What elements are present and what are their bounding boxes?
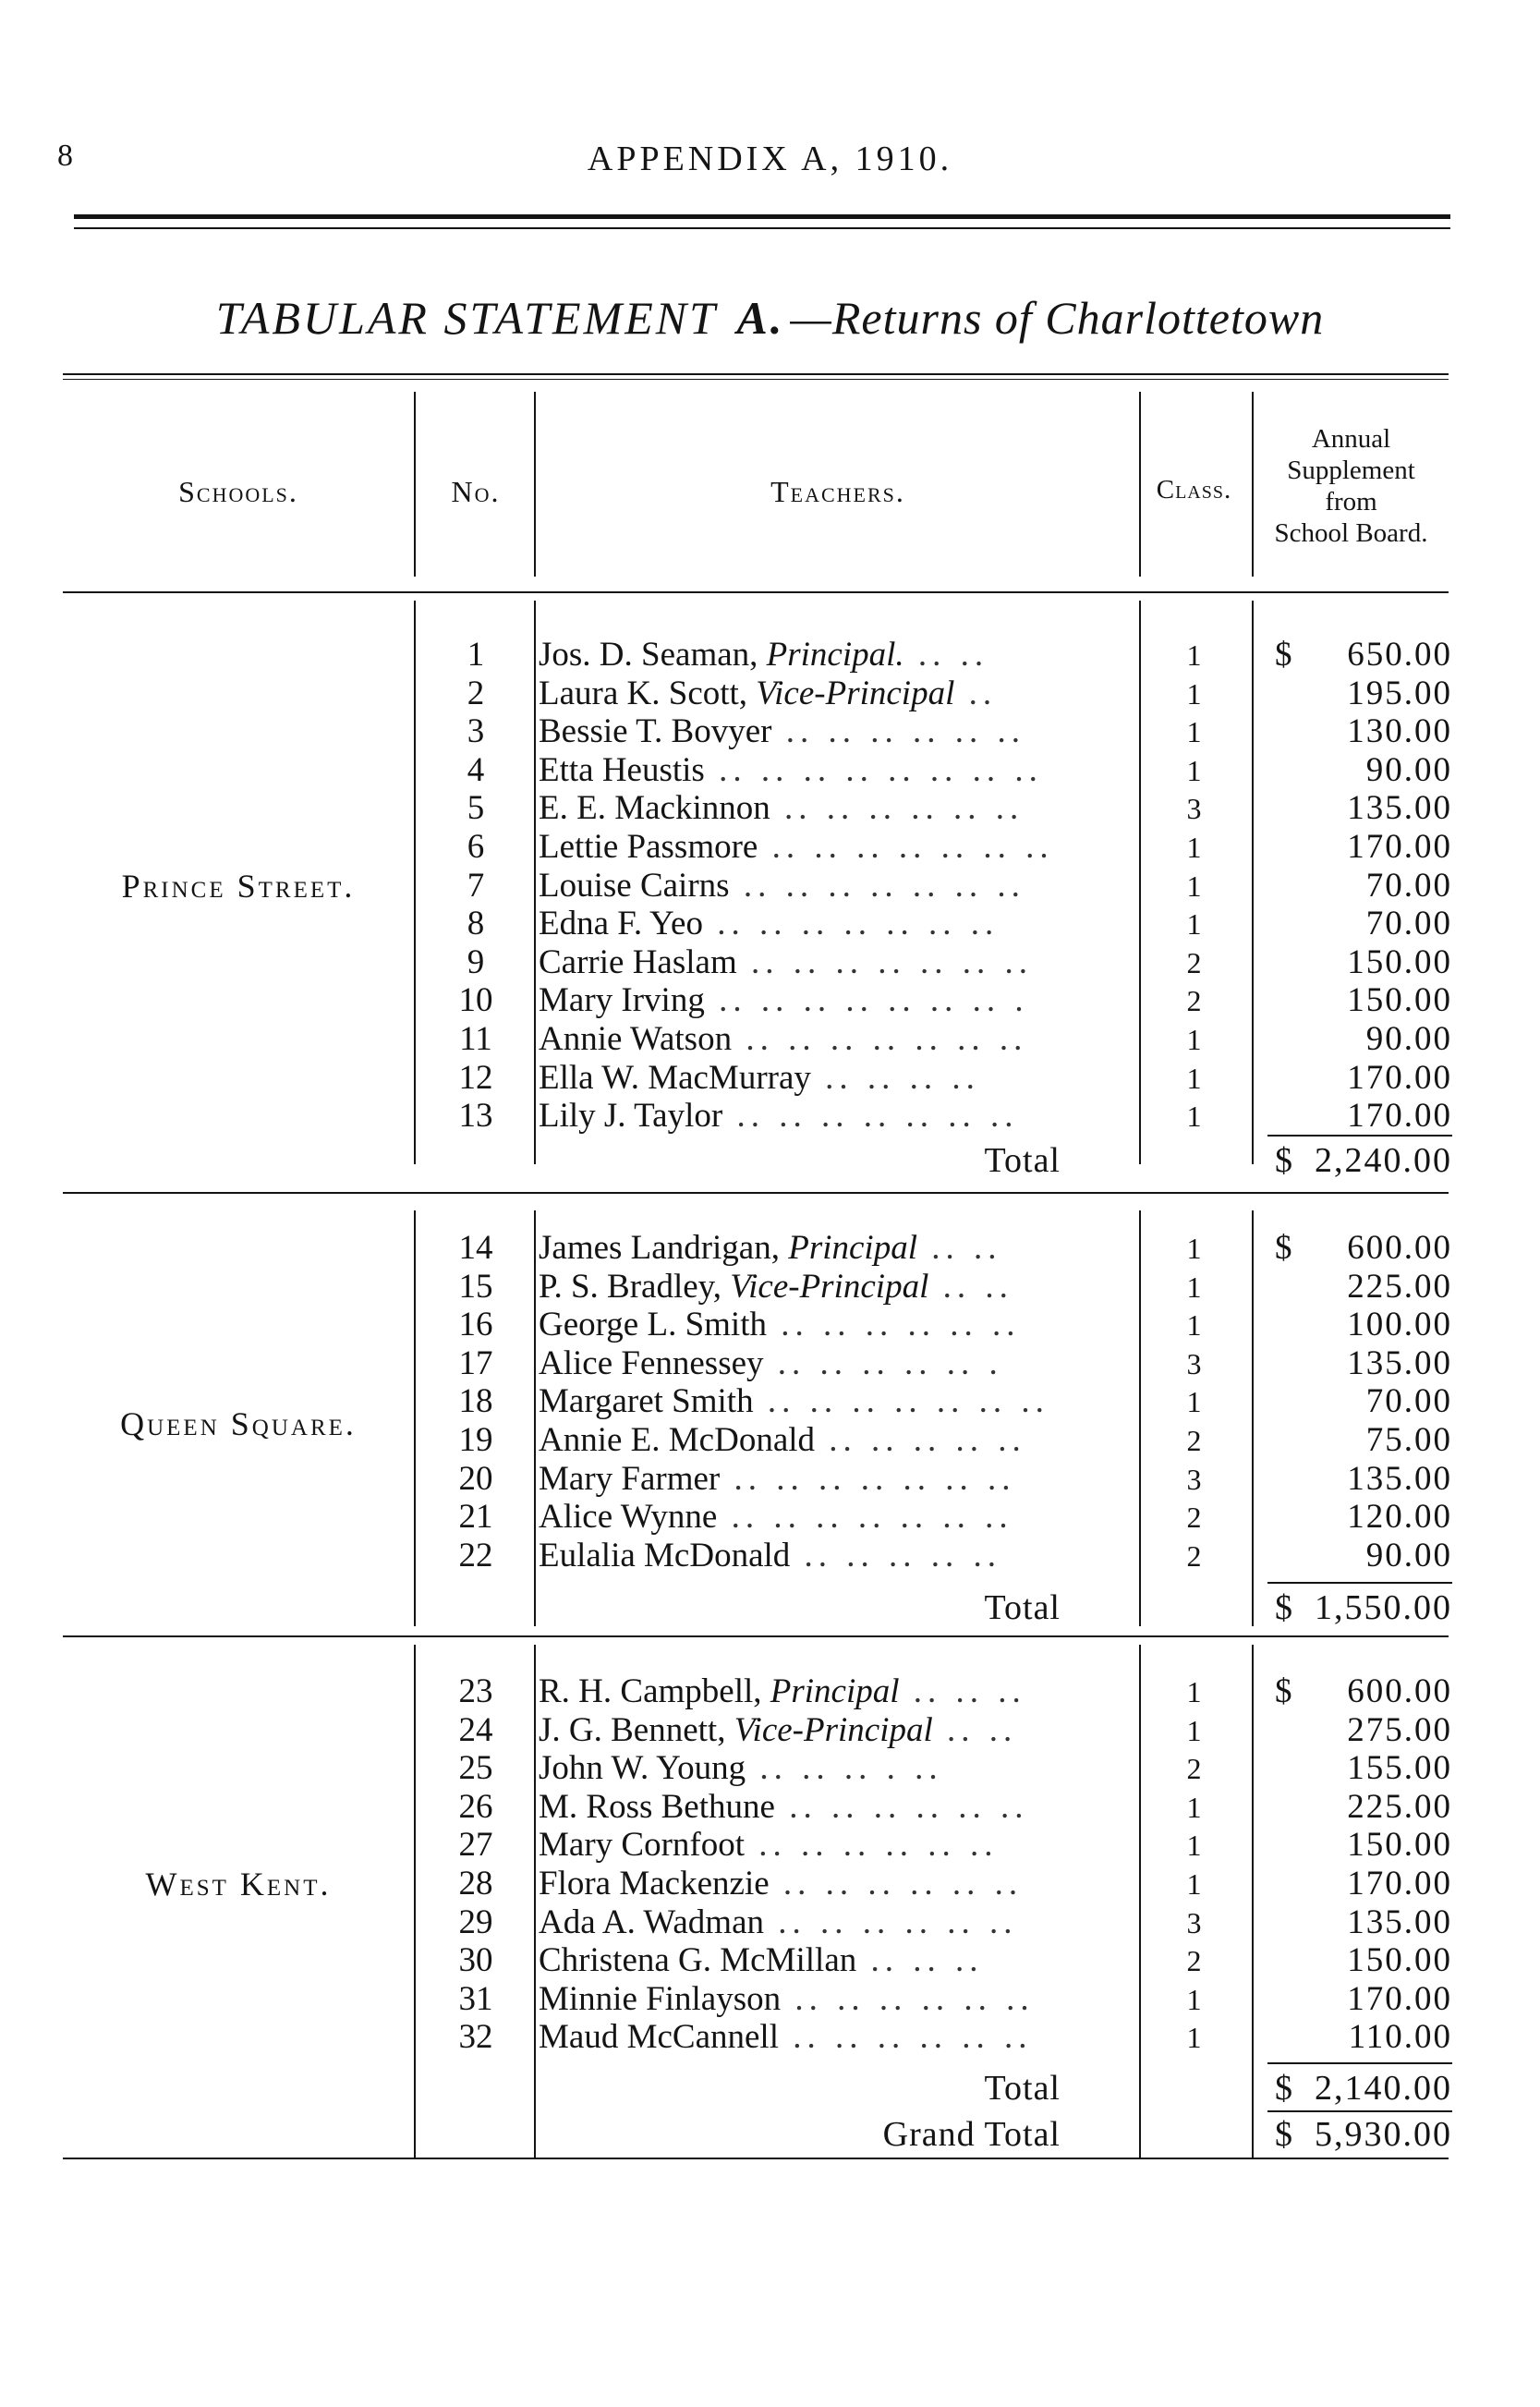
total-dollar-prince-street: $ [1275,1141,1292,1180]
table-row [0,1382,1540,1421]
class-cell: 1 [1186,753,1202,787]
dollar-sign: $ [1275,1229,1292,1267]
teacher-cell [539,789,1137,828]
dot-leader: .. .. [917,1229,1002,1267]
row-number: 30 [458,1941,493,1980]
dot-leader: .. [954,674,998,712]
row-number: 15 [458,1267,493,1306]
teacher-name: Maud McCannell [539,2018,779,2057]
total-label-west-kent: Total [984,2069,1061,2108]
amount-cell: 225.00 [1347,1267,1452,1306]
row-number: 3 [467,712,485,751]
table-row [0,1711,1540,1750]
title-letter: A. [736,292,785,344]
table-row [0,828,1540,867]
header-supplement-line-1: Annual [1311,424,1391,454]
class-cell: 2 [1186,1424,1202,1457]
section-rule-1 [63,1192,1449,1194]
row-number: 28 [458,1865,493,1903]
class-cell: 2 [1186,1752,1202,1786]
header-class: Class. [1156,475,1232,504]
amount-cell: 90.00 [1365,750,1452,789]
header-supplement [1252,423,1450,549]
row-number: 18 [458,1382,493,1421]
amount-cell: 110.00 [1348,2018,1452,2057]
table-row [0,712,1540,751]
dot-leader: .. .. .. .. .. .. .. [720,1459,1016,1498]
class-cell: 1 [1186,869,1202,903]
total-label-queen-square: Total [984,1588,1061,1627]
table-row [0,1865,1540,1903]
table-row [0,1097,1540,1136]
class-cell: 1 [1186,676,1202,711]
teacher-cell [539,1097,1137,1136]
table-top-rule-thin [63,379,1449,380]
class-cell: 1 [1186,1829,1202,1863]
dot-leader: .. .. .. .. .. .. .. [758,828,1054,866]
teacher-cell [539,1749,1137,1788]
teacher-name: James Landrigan, [539,1229,789,1267]
class-cell: 2 [1186,945,1202,979]
class-cell: 1 [1186,715,1202,749]
row-number: 29 [458,1903,493,1941]
row-number: 1 [467,636,485,674]
row-number: 21 [458,1498,493,1537]
table-row [0,1268,1540,1307]
table-row [0,1788,1540,1827]
teacher-cell [539,1306,1137,1344]
teacher-cell [539,1903,1137,1942]
row-number: 23 [458,1672,493,1710]
teacher-name: Flora Mackenzie [539,1865,770,1903]
row-number: 22 [458,1536,493,1574]
teacher-name: Ada A. Wadman [539,1903,764,1941]
class-cell: 1 [1186,1790,1202,1824]
amount-cell: 600.00 [1347,1672,1452,1710]
table-row [0,1306,1540,1344]
teacher-name: Alice Wynne [539,1498,718,1537]
table-title [0,291,1540,345]
teacher-name: Annie Watson [539,1020,733,1058]
teacher-cell [539,1826,1137,1865]
dot-leader: .. .. .. .. [810,1058,980,1097]
dot-leader: .. .. .. .. .. .. .. [722,1097,1019,1136]
teacher-cell [539,2018,1137,2057]
dot-leader: .. .. .. .. .. .. [781,1979,1035,2018]
dot-leader: .. .. .. .. .. .. [778,2018,1033,2057]
table-row [0,636,1540,675]
class-cell: 1 [1186,1061,1202,1095]
teacher-name: Bessie T. Bovyer [539,712,772,751]
table-row [0,751,1540,790]
sum-rule-prince-street [1267,1135,1452,1137]
teacher-name: Edna F. Yeo [539,905,703,943]
teacher-name: Carrie Haslam [539,942,737,981]
table-row [0,867,1540,906]
amount-cell: 135.00 [1347,1343,1452,1382]
class-cell: 1 [1186,1675,1202,1708]
teacher-name: Louise Cairns [539,866,730,905]
teacher-cell [539,905,1137,943]
table-row [0,1498,1540,1537]
teacher-cell [539,1268,1137,1307]
teacher-name: Lily J. Taylor [539,1097,723,1136]
teacher-name: Minnie Finlayson [539,1979,782,2018]
amount-cell: 170.00 [1347,1097,1452,1136]
total-amount-west-kent: 2,140.00 [1315,2069,1452,2108]
section-rule-2 [63,1635,1449,1637]
teacher-cell [539,1020,1137,1059]
class-cell: 1 [1186,1713,1202,1747]
page-number: 8 [57,139,73,173]
amount-cell: 120.00 [1347,1498,1452,1537]
teacher-name: R. H. Campbell, [539,1672,770,1710]
dot-leader: .. .. .. .. .. .. .. [702,905,1000,943]
table-row [0,1826,1540,1865]
school-name-queen-square: Queen Square. [120,1405,357,1442]
header-supplement-line-2: Supplement [1287,456,1415,485]
class-cell: 3 [1186,792,1202,826]
class-cell: 1 [1186,1100,1202,1134]
dot-leader: .. .. .. .. .. .. [774,1787,1029,1826]
teacher-name: Alice Fennessey [539,1343,764,1382]
amount-cell: 135.00 [1347,789,1452,828]
amount-cell: 155.00 [1347,1749,1452,1788]
teacher-cell [539,1865,1137,1903]
teacher-cell [539,1788,1137,1827]
sum-rule-west-kent [1267,2062,1452,2064]
teacher-cell [539,981,1137,1020]
teacher-role: Vice-Principal [734,1710,933,1749]
teacher-cell [539,1672,1137,1711]
dot-leader: .. .. .. .. .. .. .. . [704,981,1029,1020]
amount-cell: 150.00 [1347,981,1452,1020]
teacher-name: John W. Young [539,1749,746,1788]
teacher-cell [539,1711,1137,1750]
total-dollar-west-kent: $ [1275,2069,1292,2108]
table-row [0,1903,1540,1942]
teacher-cell [539,712,1137,751]
grand-total-dollar: $ [1275,2115,1292,2154]
teacher-cell [539,1059,1137,1098]
teacher-role: Principal. [766,636,904,674]
col-line-teachers [1139,392,1141,577]
table-row [0,1020,1540,1059]
teacher-cell [539,1344,1137,1383]
amount-cell: 225.00 [1347,1787,1452,1826]
dot-leader: .. .. .. .. .. [790,1536,1002,1574]
row-number: 13 [458,1097,493,1136]
teacher-cell [539,636,1137,675]
total-amount-queen-square: 1,550.00 [1315,1588,1452,1627]
class-cell: 1 [1186,2021,1202,2055]
dot-leader: .. .. [928,1267,1013,1306]
teacher-name: Margaret Smith [539,1382,754,1421]
header-no: No. [451,475,501,508]
dot-leader: .. .. .. .. .. .. [770,789,1025,828]
row-number: 20 [458,1459,493,1498]
class-cell: 2 [1186,1944,1202,1978]
dot-leader: .. .. .. . .. [746,1749,943,1788]
table-row [0,1421,1540,1460]
class-cell: 1 [1186,1270,1202,1304]
header-supplement-line-3: from [1325,487,1377,517]
teacher-cell [539,1537,1137,1575]
table-row [0,789,1540,828]
teacher-name: Etta Heustis [539,750,705,789]
dot-leader: .. .. [903,636,989,674]
row-number: 25 [458,1749,493,1788]
teacher-name: Eulalia McDonald [539,1536,791,1574]
table-row [0,1941,1540,1980]
amount-cell: 90.00 [1365,1020,1452,1058]
teacher-name: Ella W. MacMurray [539,1058,811,1097]
dot-leader: .. .. .. .. .. .. .. [732,1020,1028,1058]
teacher-name: Mary Irving [539,981,705,1020]
amount-cell: 150.00 [1347,942,1452,981]
total-dollar-queen-square: $ [1275,1588,1292,1627]
table-top-rule [63,373,1449,375]
class-cell: 1 [1186,1867,1202,1901]
amount-cell: 100.00 [1347,1306,1452,1344]
amount-cell: 170.00 [1347,828,1452,866]
dot-leader: .. .. .. .. .. .. [767,1306,1021,1344]
table-bottom-rule [63,2158,1449,2159]
amount-cell: 170.00 [1347,1979,1452,2018]
amount-cell: 70.00 [1365,1382,1452,1421]
amount-cell: 170.00 [1347,1058,1452,1097]
row-number: 31 [458,1979,493,2018]
row-number: 2 [467,674,485,712]
row-number: 7 [467,866,485,905]
dot-leader: .. .. .. .. .. . [763,1343,1003,1382]
teacher-cell [539,943,1137,982]
row-number: 24 [458,1710,493,1749]
class-cell: 1 [1186,1982,1202,2016]
teacher-name: Jos. D. Seaman, [539,636,767,674]
table-row [0,675,1540,713]
teacher-role: Principal [770,1672,900,1710]
teacher-cell [539,1382,1137,1421]
amount-cell: 90.00 [1365,1536,1452,1574]
teacher-name: Mary Farmer [539,1459,721,1498]
school-name-west-kent: West Kent. [145,1866,332,1903]
table-row [0,2018,1540,2057]
school-name-prince-street: Prince Street. [121,868,356,905]
teacher-name: Lettie Passmore [539,828,758,866]
teacher-cell [539,828,1137,867]
col-line-schools [414,392,416,577]
class-cell: 3 [1186,1462,1202,1496]
row-number: 6 [467,828,485,866]
title-subtitle: —Returns of Charlottetown [790,292,1325,344]
dot-leader: .. .. [932,1710,1018,1749]
teacher-cell [539,1498,1137,1537]
row-number: 17 [458,1343,493,1382]
dot-leader: .. .. .. .. .. .. .. [729,866,1025,905]
amount-cell: 130.00 [1347,712,1452,751]
amount-cell: 275.00 [1347,1710,1452,1749]
header-bottom-rule [63,591,1449,593]
grand-total-label: Grand Total [882,2115,1061,2154]
teacher-cell [539,1980,1137,2019]
dot-leader: .. .. .. .. .. .. [769,1865,1024,1903]
class-cell: 1 [1186,1308,1202,1343]
teacher-cell [539,675,1137,713]
amount-cell: 150.00 [1347,1941,1452,1980]
dollar-sign: $ [1275,1672,1292,1710]
teacher-role: Principal [788,1229,917,1267]
amount-cell: 135.00 [1347,1903,1452,1941]
amount-cell: 75.00 [1365,1421,1452,1459]
table-row [0,1749,1540,1788]
teacher-name: Annie E. McDonald [539,1421,816,1459]
row-number: 5 [467,789,485,828]
header-rule-thin [74,227,1450,229]
dot-leader: .. .. .. .. .. .. [771,712,1025,751]
dot-leader: .. .. .. .. .. .. .. [736,942,1033,981]
row-number: 8 [467,905,485,943]
amount-cell: 135.00 [1347,1459,1452,1498]
dot-leader: .. .. .. [899,1672,1026,1710]
table-row [0,1229,1540,1268]
class-cell: 1 [1186,1385,1202,1419]
class-cell: 1 [1186,831,1202,864]
header-supplement-line-4: School Board. [1274,518,1428,548]
table-row [0,1537,1540,1575]
table-row [0,905,1540,943]
running-head: APPENDIX A, 1910. [587,140,953,178]
title-main: TABULAR STATEMENT [215,292,718,344]
teacher-name: Christena G. McMillan [539,1941,857,1980]
dot-leader: .. .. .. .. .. .. .. [753,1382,1049,1421]
class-cell: 1 [1186,638,1202,672]
row-number: 14 [458,1229,493,1267]
amount-cell: 70.00 [1365,866,1452,905]
teacher-cell [539,1460,1137,1499]
teacher-name: P. S. Bradley, [539,1267,731,1306]
row-number: 4 [467,750,485,789]
teacher-cell [539,1421,1137,1460]
class-cell: 1 [1186,1023,1202,1056]
amount-cell: 650.00 [1347,636,1452,674]
class-cell: 2 [1186,1501,1202,1535]
teacher-cell [539,1229,1137,1268]
dot-leader: .. .. .. .. .. .. [745,1826,999,1865]
grand-total-amount: 5,930.00 [1315,2115,1452,2154]
col-line-class [1252,392,1254,577]
teacher-cell [539,1941,1137,1980]
row-number: 19 [458,1421,493,1459]
teacher-name: E. E. Mackinnon [539,789,770,828]
dollar-sign: $ [1275,636,1292,674]
table-row [0,1672,1540,1711]
class-cell: 2 [1186,1538,1202,1573]
teacher-name: J. G. Bennett, [539,1710,734,1749]
dot-leader: .. .. .. .. .. .. .. .. [704,750,1043,789]
table-row [0,1460,1540,1499]
teacher-name: George L. Smith [539,1306,767,1344]
dot-leader: .. .. .. .. .. [815,1421,1026,1459]
teacher-role: Vice-Principal [730,1267,929,1306]
class-cell: 3 [1186,1905,1202,1939]
row-number: 12 [458,1058,493,1097]
dot-leader: .. .. .. .. .. .. [764,1903,1018,1941]
dot-leader: .. .. .. [856,1941,984,1980]
amount-cell: 600.00 [1347,1229,1452,1267]
amount-cell: 170.00 [1347,1865,1452,1903]
teacher-role: Vice-Principal [756,674,955,712]
sum-rule-grand-total [1267,2110,1452,2112]
sum-rule-queen-square [1267,1582,1452,1584]
row-number: 26 [458,1787,493,1826]
teacher-name: M. Ross Bethune [539,1787,775,1826]
amount-cell: 70.00 [1365,905,1452,943]
table-row [0,1344,1540,1383]
total-label-prince-street: Total [984,1141,1061,1180]
total-amount-prince-street: 2,240.00 [1315,1141,1452,1180]
row-number: 16 [458,1306,493,1344]
amount-cell: 150.00 [1347,1826,1452,1865]
row-number: 9 [467,942,485,981]
row-number: 10 [458,981,493,1020]
class-cell: 1 [1186,907,1202,942]
table-row [0,981,1540,1020]
teacher-cell [539,751,1137,790]
header-rule-thick [74,214,1450,219]
table-row [0,943,1540,982]
col-line-no [534,392,536,577]
teacher-name: Mary Cornfoot [539,1826,745,1865]
class-cell: 1 [1186,1232,1202,1265]
teacher-cell [539,867,1137,906]
class-cell: 2 [1186,984,1202,1018]
row-number: 32 [458,2018,493,2057]
row-number: 27 [458,1826,493,1865]
table-row [0,1980,1540,2019]
amount-cell: 195.00 [1347,674,1452,712]
dot-leader: .. .. .. .. .. .. .. [717,1498,1013,1537]
table-row [0,1059,1540,1098]
row-number: 11 [459,1020,492,1058]
class-cell: 3 [1186,1346,1202,1380]
teacher-name: Laura K. Scott, [539,674,757,712]
header-schools: Schools. [178,475,298,508]
header-teachers: Teachers. [770,475,905,508]
